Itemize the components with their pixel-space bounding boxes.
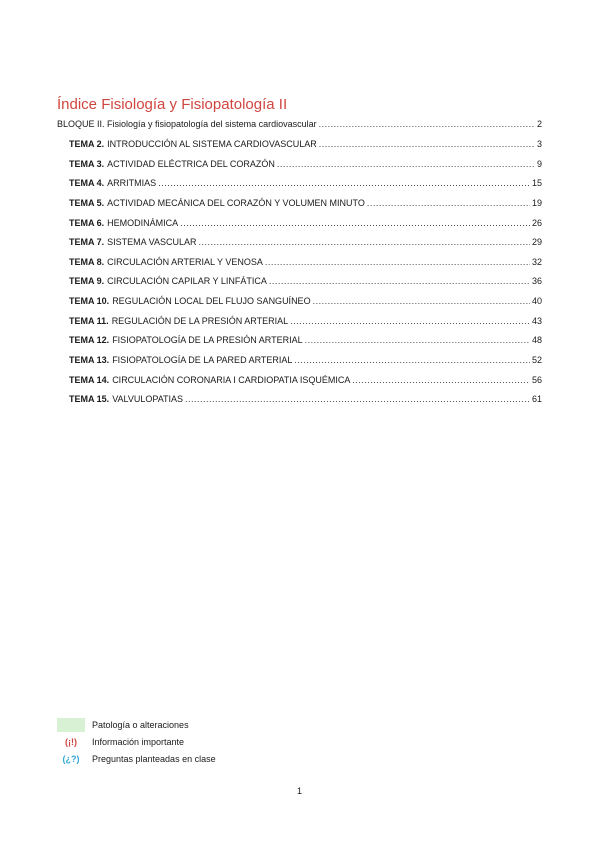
toc-block-label: BLOQUE II. Fisiología y fisiopatología del sistema cardiovascular: [57, 119, 317, 129]
toc-topic-number: TEMA 12.: [69, 335, 110, 346]
toc-topic-number: TEMA 2.: [69, 139, 105, 149]
toc-topic-number: TEMA 5.: [69, 197, 105, 208]
toc-page-number: 19: [531, 197, 542, 208]
toc-topic-number: TEMA 9.: [69, 276, 105, 287]
exclamation-icon: (¡!): [65, 736, 77, 747]
toc-leader-dots: [265, 256, 530, 268]
toc-topic-number: TEMA 15.: [69, 394, 110, 405]
toc-leader-dots: [269, 275, 530, 287]
toc-topic-label: VALVULOPATIAS: [112, 394, 184, 405]
toc-topic-number: TEMA 10.: [69, 296, 110, 307]
green-swatch-icon: [57, 718, 85, 732]
toc-topic-label: FISIOPATOLOGÍA DE LA PARED ARTERIAL: [112, 355, 293, 366]
toc-topic-row[interactable]: [57, 393, 542, 405]
toc-page-number: 48: [531, 335, 542, 346]
toc-page-number: 15: [531, 178, 542, 189]
toc-page-number: 43: [531, 315, 542, 326]
legend-item-pathology: [57, 716, 216, 733]
toc-topic-label: CIRCULACIÓN ARTERIAL Y VENOSA: [107, 256, 263, 267]
toc-topic-row[interactable]: [57, 256, 542, 268]
toc-leader-dots: [352, 374, 530, 386]
toc-leader-dots: [319, 138, 535, 150]
toc-topic-row[interactable]: [57, 334, 542, 346]
legend: [57, 716, 216, 767]
legend-label: Patología o alteraciones: [92, 719, 189, 730]
toc-leader-dots: [180, 217, 530, 229]
toc-page-number: 52: [531, 355, 542, 366]
toc-leader-dots: [290, 315, 530, 327]
toc-topic-label: SISTEMA VASCULAR: [107, 237, 197, 248]
toc-topic-row[interactable]: [57, 374, 542, 386]
toc-page-number: 36: [531, 276, 542, 287]
toc-leader-dots: [313, 295, 530, 307]
toc-topic-label: ARRITMIAS: [107, 178, 157, 189]
toc-topic-number: TEMA 6.: [69, 217, 105, 228]
toc-topic-label: ACTIVIDAD MECÁNICA DEL CORAZÓN Y VOLUMEN MINUTO: [107, 197, 365, 208]
question-icon: (¿?): [62, 753, 80, 764]
toc-topic-label: ACTIVIDAD ELÉCTRICA DEL CORAZÓN: [107, 158, 275, 169]
toc-leader-dots: [185, 393, 530, 405]
toc-topic-label: CIRCULACIÓN CORONARIA I CARDIOPATIA ISQUÉMICA: [112, 374, 351, 385]
toc-topic-number: TEMA 11.: [69, 315, 109, 326]
toc-topic-label: CIRCULACIÓN CAPILAR Y LINFÁTICA: [107, 276, 267, 287]
toc-topic-row[interactable]: [57, 354, 542, 366]
toc-page-number: 56: [531, 374, 542, 385]
toc-leader-dots: [305, 334, 530, 346]
toc-leader-dots: [319, 118, 535, 130]
toc-leader-dots: [199, 236, 530, 248]
toc-block-row[interactable]: [57, 118, 542, 130]
toc-page-number: 26: [531, 217, 542, 228]
toc-page-number: 40: [531, 296, 542, 307]
toc-topic-number: TEMA 4.: [69, 178, 105, 189]
toc-page-number: 3: [536, 139, 542, 149]
toc-leader-dots: [294, 354, 530, 366]
toc-page-number: 61: [531, 394, 542, 405]
toc-page-number: 9: [536, 158, 542, 169]
toc-topic-row[interactable]: [57, 177, 542, 189]
toc-topic-row[interactable]: [57, 158, 542, 170]
toc-topic-label: FISIOPATOLOGÍA DE LA PRESIÓN ARTERIAL: [112, 335, 303, 346]
toc-topic-label: REGULACIÓN LOCAL DEL FLUJO SANGUÍNEO: [112, 296, 311, 307]
toc-page-number: 2: [536, 119, 542, 129]
toc-topic-row[interactable]: [57, 197, 542, 209]
legend-label: Información importante: [92, 736, 185, 747]
toc-topic-row[interactable]: [57, 275, 542, 287]
page-title: Índice Fisiología y Fisiopatología II: [57, 96, 288, 113]
toc-topic-label: INTRODUCCIÓN AL SISTEMA CARDIOVASCULAR: [107, 139, 317, 149]
toc-topic-row[interactable]: [57, 236, 542, 248]
toc-topic-number: TEMA 3.: [69, 158, 105, 169]
toc-topics-list: [57, 138, 542, 405]
legend-item-questions: [57, 750, 216, 767]
toc-leader-dots: [277, 158, 535, 170]
toc-topic-number: TEMA 8.: [69, 256, 105, 267]
toc-topic-label: REGULACIÓN DE LA PRESIÓN ARTERIAL: [111, 315, 289, 326]
toc-topic-number: TEMA 13.: [69, 355, 110, 366]
table-of-contents: [57, 118, 542, 413]
toc-topic-number: TEMA 14.: [69, 374, 110, 385]
toc-leader-dots: [158, 177, 530, 189]
toc-topic-number: TEMA 7.: [69, 237, 105, 248]
legend-label: Preguntas planteadas en clase: [92, 753, 216, 764]
toc-page-number: 29: [531, 237, 542, 248]
legend-item-important: [57, 733, 216, 750]
toc-topic-row[interactable]: [57, 217, 542, 229]
toc-topic-label: HEMODINÁMICA: [107, 217, 179, 228]
toc-topic-row[interactable]: [57, 295, 542, 307]
toc-topic-row[interactable]: [57, 138, 542, 150]
toc-leader-dots: [367, 197, 530, 209]
page-number: 1: [296, 786, 302, 796]
toc-page-number: 32: [531, 256, 542, 267]
toc-topic-row[interactable]: [57, 315, 542, 327]
